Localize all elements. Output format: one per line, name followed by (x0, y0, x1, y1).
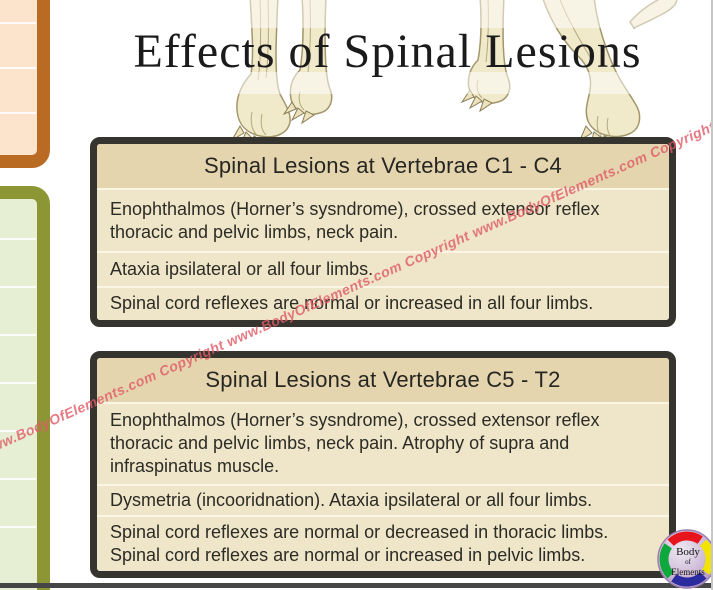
logo-text-elements: Elements (671, 567, 705, 577)
green-table-row-divider (0, 286, 36, 288)
table-c1-c4 (90, 137, 676, 327)
table-row: Enophthalmos (Horner’s sysndrome), crossed extensor reflex thoracic and pelvic limbs, neck pain. Atrophy of supra and infraspinatus muscle. (97, 402, 669, 484)
table-c1-c4-header: Spinal Lesions at Vertebrae C1 - C4 (97, 144, 669, 188)
green-table-row-divider (0, 478, 36, 480)
table-row: Enophthalmos (Horner’s sysndrome), crossed extensor reflex thoracic and pelvic limbs, neck pain. (97, 188, 669, 251)
body-of-elements-logo-icon (654, 526, 713, 590)
table-c5-t2 (90, 351, 676, 578)
green-table-row-divider (0, 334, 36, 336)
page-title: Effects of Spinal Lesions (133, 25, 642, 78)
table-row: Spinal cord reflexes are normal or increased in all four limbs. (97, 286, 669, 321)
orange-table-row-divider (0, 67, 36, 69)
cropped-orange-table (0, 0, 50, 168)
cropped-green-table (0, 186, 50, 590)
green-table-row-divider (0, 430, 36, 432)
logo-text-body: Body (676, 546, 700, 558)
table-row: Ataxia ipsilateral or all four limbs. (97, 251, 669, 286)
copyright-watermark: www.BodyOfElements.com Copyright www.BodyOfElements.com Copyright www.BodyOfElements.com Copyright (0, 118, 713, 459)
green-table-row-divider (0, 382, 36, 384)
orange-table-row-divider (0, 112, 36, 114)
green-table-row-divider (0, 526, 36, 528)
orange-table-row-divider (0, 22, 36, 24)
logo-text-of: of (685, 558, 691, 566)
green-table-row-divider (0, 238, 36, 240)
table-row: Spinal cord reflexes are normal or decreased in thoracic limbs. Spinal cord reflexes are normal or increased in pelvic limbs. (97, 515, 669, 571)
table-row: Dysmetria (incooridnation). Ataxia ipsilateral or all four limbs. (97, 484, 669, 515)
bottom-frame-line (0, 583, 713, 588)
table-c5-t2-header: Spinal Lesions at Vertebrae C5 - T2 (97, 358, 669, 402)
